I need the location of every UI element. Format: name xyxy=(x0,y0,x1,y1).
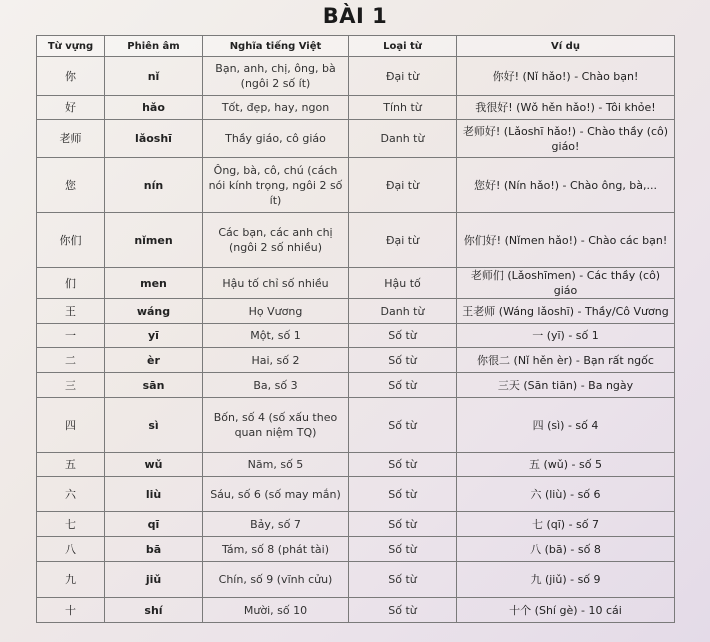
table-row xyxy=(37,299,675,324)
cell-example: 一 (yī) - số 1 xyxy=(457,324,675,348)
cell-pinyin: jiǔ xyxy=(105,562,203,598)
table-row xyxy=(37,348,675,373)
table-row xyxy=(37,96,675,120)
cell-type: Đại từ xyxy=(349,57,457,96)
cell-type: Số từ xyxy=(349,598,457,623)
cell-meaning: Tám, số 8 (phát tài) xyxy=(203,537,349,562)
cell-type: Số từ xyxy=(349,348,457,373)
table-row xyxy=(37,398,675,453)
cell-pinyin: hǎo xyxy=(105,96,203,120)
cell-meaning: Năm, số 5 xyxy=(203,453,349,477)
cell-meaning: Chín, số 9 (vĩnh cửu) xyxy=(203,562,349,598)
cell-type: Hậu tố xyxy=(349,268,457,299)
cell-example: 五 (wǔ) - số 5 xyxy=(457,453,675,477)
cell-pinyin: sān xyxy=(105,373,203,398)
cell-example: 老师们 (Lǎoshīmen) - Các thầy (cô) giáo xyxy=(457,268,675,299)
cell-pinyin: èr xyxy=(105,348,203,373)
cell-meaning: Bảy, số 7 xyxy=(203,512,349,537)
cell-meaning: Sáu, số 6 (số may mắn) xyxy=(203,477,349,512)
table-body xyxy=(37,57,675,623)
cell-meaning: Bốn, số 4 (số xấu theo quan niệm TQ) xyxy=(203,398,349,453)
table-row xyxy=(37,213,675,268)
cell-word: 老师 xyxy=(37,120,105,158)
cell-word: 十 xyxy=(37,598,105,623)
table-header-row xyxy=(37,36,675,57)
cell-example: 王老师 (Wáng lǎoshī) - Thầy/Cô Vương xyxy=(457,299,675,324)
cell-meaning: Ba, số 3 xyxy=(203,373,349,398)
cell-word: 二 xyxy=(37,348,105,373)
cell-meaning: Một, số 1 xyxy=(203,324,349,348)
column-header-type: Loại từ xyxy=(349,36,457,57)
cell-pinyin: wáng xyxy=(105,299,203,324)
table-row xyxy=(37,477,675,512)
table-row xyxy=(37,324,675,348)
cell-pinyin: nín xyxy=(105,158,203,213)
table-row xyxy=(37,537,675,562)
cell-word: 您 xyxy=(37,158,105,213)
cell-pinyin: qī xyxy=(105,512,203,537)
cell-type: Tính từ xyxy=(349,96,457,120)
cell-pinyin: sì xyxy=(105,398,203,453)
table-row xyxy=(37,598,675,623)
cell-pinyin: nǐmen xyxy=(105,213,203,268)
cell-word: 们 xyxy=(37,268,105,299)
cell-word: 四 xyxy=(37,398,105,453)
cell-example: 十个 (Shí gè) - 10 cái xyxy=(457,598,675,623)
cell-pinyin: wǔ xyxy=(105,453,203,477)
cell-example: 你们好! (Nǐmen hǎo!) - Chào các bạn! xyxy=(457,213,675,268)
cell-pinyin: liù xyxy=(105,477,203,512)
cell-word: 九 xyxy=(37,562,105,598)
cell-example: 八 (bā) - số 8 xyxy=(457,537,675,562)
cell-type: Số từ xyxy=(349,537,457,562)
cell-example: 九 (jiǔ) - số 9 xyxy=(457,562,675,598)
cell-meaning: Thầy giáo, cô giáo xyxy=(203,120,349,158)
cell-pinyin: nǐ xyxy=(105,57,203,96)
table-row xyxy=(37,373,675,398)
cell-pinyin: bā xyxy=(105,537,203,562)
cell-meaning: Hậu tố chỉ số nhiều xyxy=(203,268,349,299)
cell-example: 你很二 (Nǐ hěn èr) - Bạn rất ngốc xyxy=(457,348,675,373)
table-row xyxy=(37,562,675,598)
table-row xyxy=(37,512,675,537)
column-header-example: Ví dụ xyxy=(457,36,675,57)
cell-example: 四 (sì) - số 4 xyxy=(457,398,675,453)
cell-meaning: Hai, số 2 xyxy=(203,348,349,373)
cell-word: 三 xyxy=(37,373,105,398)
cell-example: 我很好! (Wǒ hěn hǎo!) - Tôi khỏe! xyxy=(457,96,675,120)
cell-type: Số từ xyxy=(349,373,457,398)
table-row xyxy=(37,453,675,477)
page-title: BÀI 1 xyxy=(322,4,388,28)
cell-meaning: Các bạn, các anh chị (ngôi 2 số nhiều) xyxy=(203,213,349,268)
cell-type: Số từ xyxy=(349,477,457,512)
cell-word: 你们 xyxy=(37,213,105,268)
table-row xyxy=(37,268,675,299)
cell-meaning: Tốt, đẹp, hay, ngon xyxy=(203,96,349,120)
cell-type: Số từ xyxy=(349,512,457,537)
cell-word: 六 xyxy=(37,477,105,512)
cell-type: Số từ xyxy=(349,453,457,477)
column-header-meaning: Nghĩa tiếng Việt xyxy=(203,36,349,57)
cell-type: Danh từ xyxy=(349,299,457,324)
table-row xyxy=(37,57,675,96)
cell-example: 老师好! (Lǎoshī hǎo!) - Chào thầy (cô) giáo! xyxy=(457,120,675,158)
cell-word: 八 xyxy=(37,537,105,562)
cell-type: Số từ xyxy=(349,324,457,348)
cell-example: 您好! (Nín hǎo!) - Chào ông, bà,... xyxy=(457,158,675,213)
cell-example: 三天 (Sān tiān) - Ba ngày xyxy=(457,373,675,398)
cell-word: 一 xyxy=(37,324,105,348)
cell-meaning: Mười, số 10 xyxy=(203,598,349,623)
cell-word: 王 xyxy=(37,299,105,324)
cell-word: 七 xyxy=(37,512,105,537)
cell-pinyin: shí xyxy=(105,598,203,623)
cell-type: Danh từ xyxy=(349,120,457,158)
cell-meaning: Họ Vương xyxy=(203,299,349,324)
cell-type: Đại từ xyxy=(349,158,457,213)
cell-type: Đại từ xyxy=(349,213,457,268)
cell-example: 七 (qī) - số 7 xyxy=(457,512,675,537)
table-row xyxy=(37,158,675,213)
cell-word: 你 xyxy=(37,57,105,96)
cell-pinyin: yī xyxy=(105,324,203,348)
cell-word: 好 xyxy=(37,96,105,120)
cell-type: Số từ xyxy=(349,398,457,453)
cell-meaning: Bạn, anh, chị, ông, bà (ngôi 2 số ít) xyxy=(203,57,349,96)
table-row xyxy=(37,120,675,158)
cell-example: 六 (liù) - số 6 xyxy=(457,477,675,512)
cell-type: Số từ xyxy=(349,562,457,598)
cell-example: 你好! (Nǐ hǎo!) - Chào bạn! xyxy=(457,57,675,96)
column-header-pinyin: Phiên âm xyxy=(105,36,203,57)
cell-pinyin: lǎoshī xyxy=(105,120,203,158)
cell-meaning: Ông, bà, cô, chú (cách nói kính trọng, ngôi 2 số ít) xyxy=(203,158,349,213)
vocabulary-table xyxy=(36,35,675,623)
cell-word: 五 xyxy=(37,453,105,477)
column-header-word: Từ vựng xyxy=(37,36,105,57)
cell-pinyin: men xyxy=(105,268,203,299)
